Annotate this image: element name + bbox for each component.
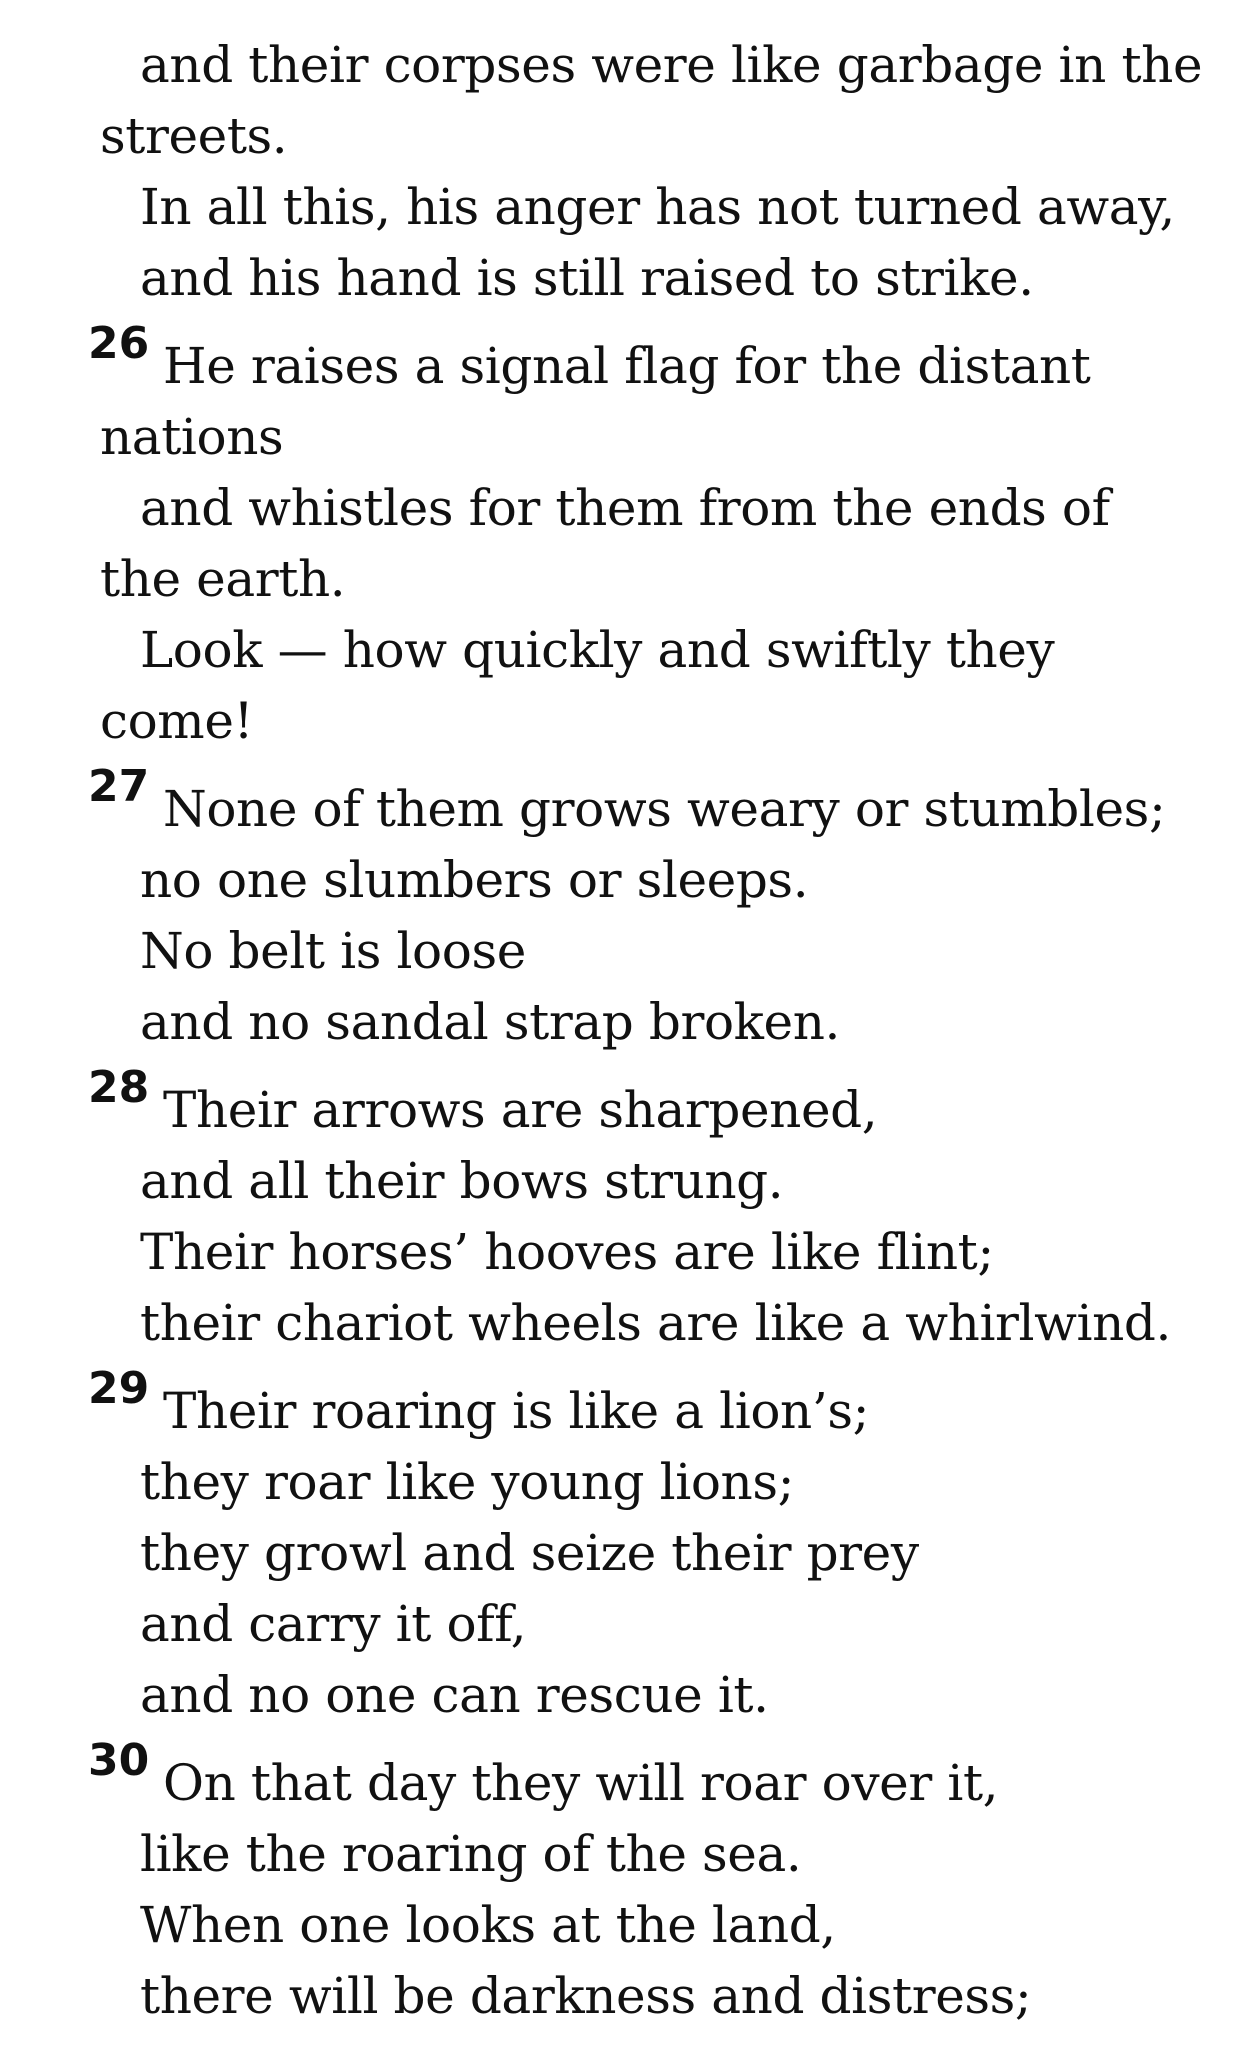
poem-line: their chariot wheels are like a whirlwind. [140,1294,1172,1352]
poem-line: they growl and seize their prey [140,1524,919,1582]
poem-line: and carry it off, [140,1595,527,1653]
verse-text: None of them grows weary or stumbles; [163,780,1166,838]
poem-line: and all their bows strung. [140,1152,784,1210]
poem-line: When one looks at the land, [140,1896,836,1954]
poem-line-continuation: the earth. [100,550,346,608]
verse-28 [0,1058,1242,1146]
poem-line: no one slumbers or sleeps. [140,851,809,909]
poem-line: they roar like young lions; [140,1453,795,1511]
verse-27 [0,757,1242,845]
poem-line: and no sandal strap broken. [140,993,841,1051]
poem-line-continuation: come! [100,692,254,750]
verse-number: 30 [88,1735,150,1786]
poem-line: and whistles for them from the ends of [140,479,1110,537]
verse-number: 26 [88,318,150,369]
scripture-text [0,30,1242,2032]
poem-line: and no one can rescue it. [140,1666,769,1724]
verse-text: On that day they will roar over it, [163,1754,999,1812]
verse-26 [0,314,1242,402]
verse-number: 27 [88,761,150,812]
poem-line: there will be darkness and distress; [140,1967,1032,2025]
verse-number: 29 [88,1363,150,1414]
verse-30 [0,1731,1242,1819]
poem-line: Their horses’ hooves are like flint; [140,1223,994,1281]
poem-line: and their corpses were like garbage in the [140,36,1203,94]
poem-line-continuation: nations [100,408,284,466]
verse-number: 28 [88,1062,150,1113]
verse-text: Their roaring is like a lion’s; [163,1382,870,1440]
poem-line: like the roaring of the sea. [140,1825,802,1883]
poem-line: Look — how quickly and swiftly they [140,621,1055,679]
poem-line: No belt is loose [140,922,526,980]
poem-line: and his hand is still raised to strike. [140,249,1034,307]
poem-line-continuation: streets. [100,107,288,165]
verse-29 [0,1359,1242,1447]
verse-text: Their arrows are sharpened, [163,1081,878,1139]
verse-text: He raises a signal flag for the distant [163,337,1091,395]
poem-line: In all this, his anger has not turned away, [140,178,1175,236]
